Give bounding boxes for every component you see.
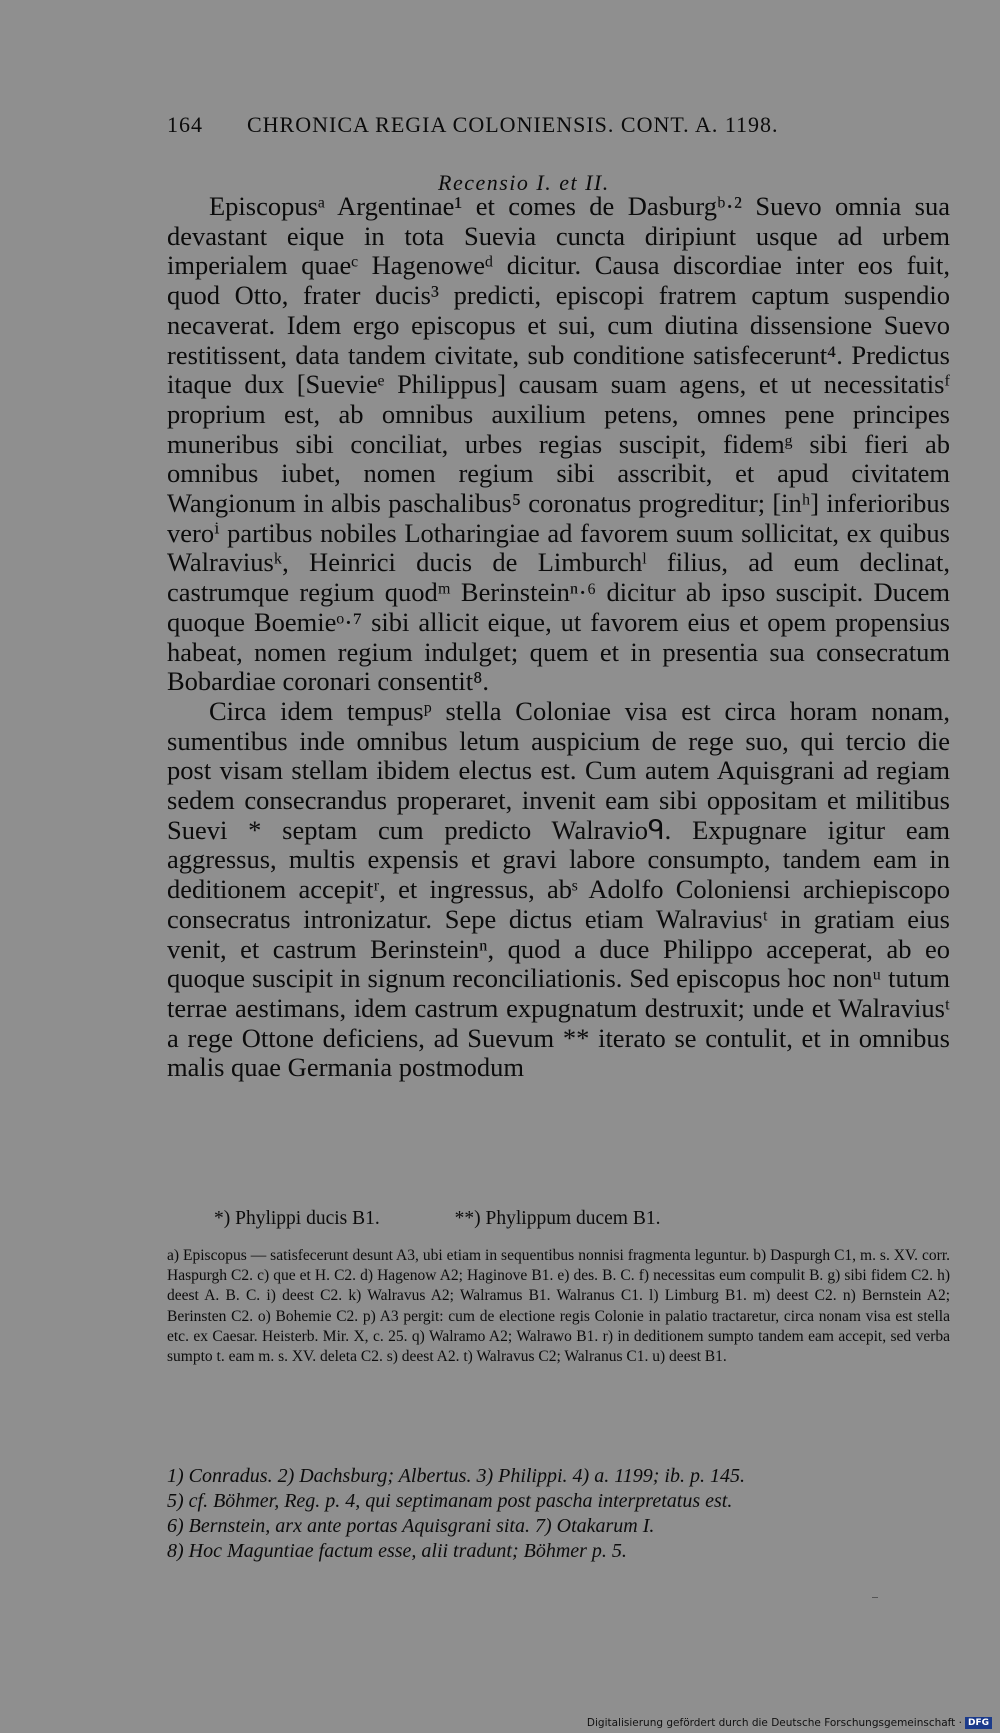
running-title: CHRONICA REGIA COLONIENSIS. CONT. A. 1198. (247, 112, 779, 137)
note-line: 8) Hoc Maguntiae factum esse, alii tradunt; Böhmer p. 5. (167, 1540, 627, 1562)
scan-mark (872, 1597, 878, 1598)
note-line: 1) Conradus. 2) Dachsburg; Albertus. 3) Philippi. 4) a. 1199; ib. p. 145. (167, 1465, 745, 1487)
star-note: *) Phylippi ducis B1. (214, 1208, 380, 1229)
note-line: 6) Bernstein, arx ante portas Aquisgrani sita. 7) Otakarum I. (167, 1515, 655, 1537)
main-text (167, 192, 950, 1083)
running-header (167, 112, 872, 138)
dfg-logo-icon: DFG (965, 1717, 992, 1729)
editorial-notes (167, 1464, 950, 1564)
paragraph: Episcopusᵃ Argentinae¹ et comes de Dasburgᵇ·² Suevo omnia sua devastant eique in tota Suevia cuncta diripiunt usque ad urbem imperialem quaeᶜ Hagenoweᵈ dicitur. Causa discordiae inter eos fuit, quod Otto, frater ducis³ predicti, episcopi fratrem captum suspendio necaverat. Idem ergo episcopus et sui, cum diutina dissensione Suevo restitissent, data tandem civitate, sub conditione satisfecerunt⁴. Predictus itaque dux [Suevieᵉ Philippus] causam suam agens, et ut necessitatisᶠ proprium est, ab omnibus auxilium petens, omnes pene principes muneribus sibi conciliat, urbes regias suscipit, fidemᵍ sibi fieri ab omnibus iubet, nomen regium sibi asscribit, et apud civitatem Wangionum in albis paschalibus⁵ coronatus progreditur; [inʰ] inferioribus veroⁱ partibus nobiles Lotharingiae ad favorem suum sollicitat, ex quibus Walraviusᵏ, Heinrici ducis de Limburchˡ filius, ad eum declinat, castrumque regium quodᵐ Berinsteinⁿ·⁶ dicitur ab ipso suscipit. Ducem quoque Boemieᵒ·⁷ sibi allicit eique, ut favorem eius et opem propensius habeat, nomen regium indulget; quem et in presentia sua consecratum Bobardiae coronari consentit⁸. (167, 191, 950, 697)
footer-text: Digitalisierung gefördert durch die Deutsche Forschungsgemeinschaft · (586, 1717, 962, 1729)
recension-heading: Recensio I. et II. (438, 170, 610, 195)
page-number: 164 (167, 112, 203, 137)
paragraph: Circa idem tempusᵖ stella Coloniae visa est circa horam nonam, sumentibus inde omnibus letum auspicium de rege suo, qui tercio die post visam stellam ibidem electus est. Cum autem Aquisgrani ad regiam sedem consecrandus properaret, invenit eam sibi oppositam et militibus Suevi * septam cum predicto Walravioᑫ. Expugnare igitur eam aggressus, multis expensis et gravi labore consumpto, tandem eam in deditionem accepitʳ, et ingressus, abˢ Adolfo Coloniensi archiepiscopo consecratus intronizatur. Sepe dictus etiam Walraviusᵗ in gratiam eius venit, et castrum Berinsteinⁿ, quod a duce Philippo acceperat, ab eo quoque suscipit in signum reconciliationis. Sed episcopus hoc nonᵘ tutum terrae aestimans, idem castrum expugnatum destruxit; unde et Walraviusᵗ a rege Ottone deficiens, ad Suevum ** iterato se contulit, et in omnibus malis quae Germania postmodum (167, 695, 950, 1083)
star-footnotes (214, 1208, 874, 1230)
star-note: **) Phylippum ducem B1. (454, 1208, 661, 1229)
note-line: 5) cf. Böhmer, Reg. p. 4, qui septimanam post pascha interpretatus est. (167, 1490, 733, 1512)
digitization-footer (587, 1717, 992, 1729)
critical-apparatus: a) Episcopus — satisfecerunt desunt A3, ubi etiam in sequentibus nonnisi fragmenta leguntur. b) Daspurgh C1, m. s. XV. corr. Haspurgh C2. c) que et H. C2. d) Hagenow A2; Haginove B1. e) des. B. C. f) necessitas eum compulit B. g) sibi fidem C2. h) deest A. B. C. i) deest C2. k) Walravus A2; Walramus B1. Walranus C1. l) Limburg B1. m) deest C2. n) Bernstein A2; Berinsten C2. o) Bohemie C2. p) A3 pergit: cum de electione regis Colonie in palatio tractaretur, circa nonam visa est stella etc. ex Caesar. Heisterb. Mir. X, c. 25. q) Walramo A2; Walrawo B1. r) in deditionem sumpto tandem eam accepit, sed verba sumpto t. eam m. s. XV. deleta C2. s) deest A2. t) Walravus C2; Walranus C1. u) deest B1. (167, 1247, 950, 1366)
